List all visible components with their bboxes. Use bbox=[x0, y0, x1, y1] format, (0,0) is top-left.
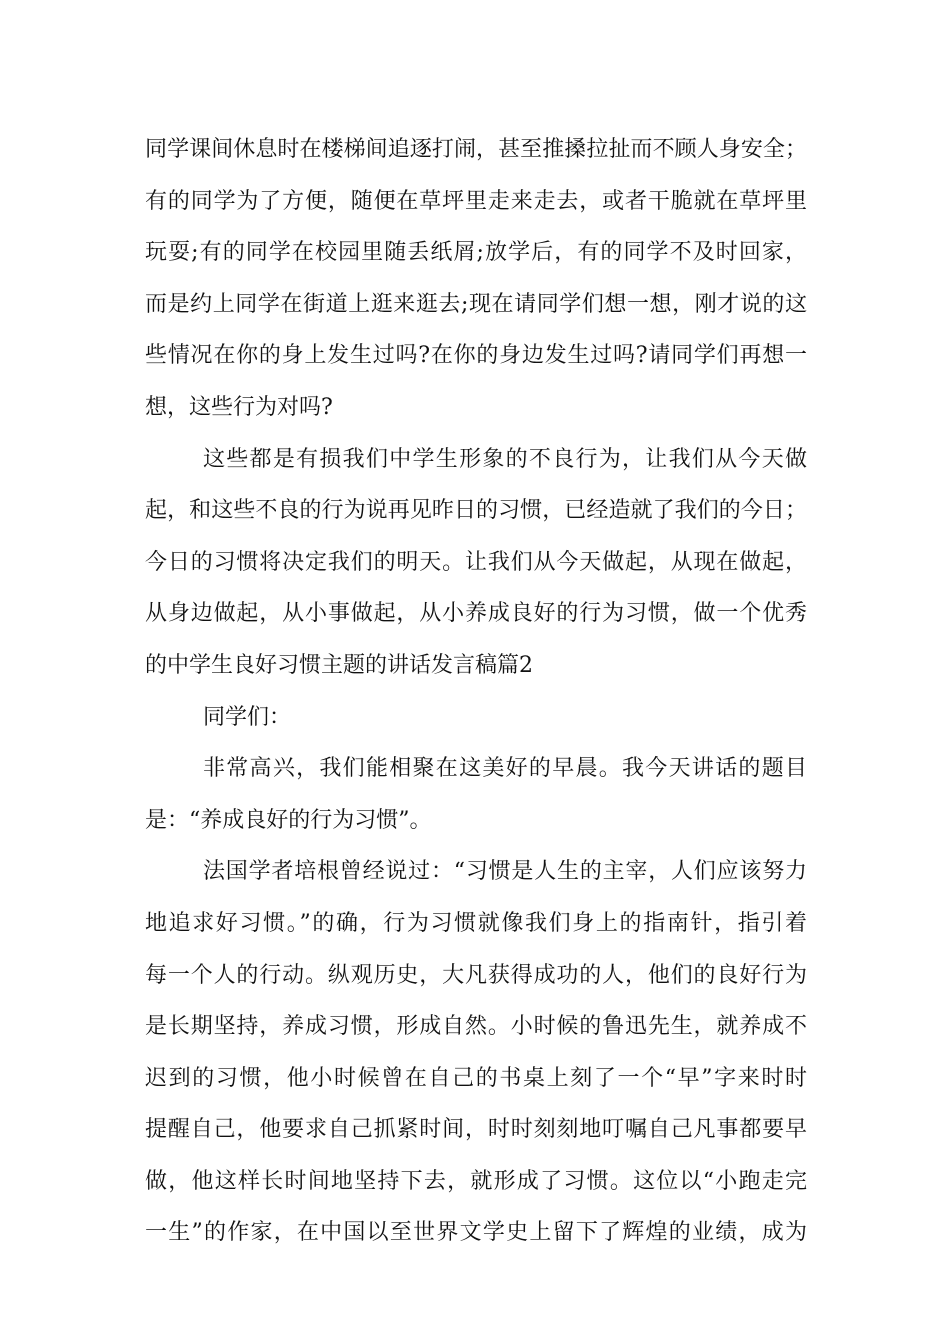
salutation: 同学们： bbox=[203, 704, 292, 730]
text-line: 地追求好习惯。”的确，行为习惯就像我们身上的指南针，指引着 bbox=[145, 910, 807, 936]
text-line: 想，这些行为对吗? bbox=[145, 394, 333, 420]
text-line: 从身边做起，从小事做起，从小养成良好的行为习惯，做一个优秀 bbox=[145, 601, 807, 627]
text-line: 今日的习惯将决定我们的明天。让我们从今天做起，从现在做起， bbox=[145, 549, 807, 575]
text-line: 做，他这样长时间地坚持下去，就形成了习惯。这位以“小跑走完 bbox=[145, 1168, 807, 1194]
text-line: 玩耍;有的同学在校园里随丢纸屑;放学后，有的同学不及时回家， bbox=[145, 240, 807, 266]
body-text bbox=[145, 124, 807, 1259]
text-line: 是长期坚持，养成习惯，形成自然。小时候的鲁迅先生，就养成不 bbox=[145, 1014, 807, 1040]
text-line: 提醒自己，他要求自己抓紧时间，时时刻刻地叮嘱自己凡事都要早 bbox=[145, 1117, 807, 1143]
text-line: 一生”的作家，在中国以至世界文学史上留下了辉煌的业绩，成为 bbox=[145, 1220, 807, 1246]
text-line: 起，和这些不良的行为说再见昨日的习惯，已经造就了我们的今日； bbox=[145, 498, 807, 524]
text-line: 的中学生良好习惯主题的讲话发言稿篇2 bbox=[145, 652, 533, 678]
text-line: 些情况在你的身上发生过吗?在你的身边发生过吗?请同学们再想一 bbox=[145, 343, 807, 369]
text-line: 是：“养成良好的行为习惯”。 bbox=[145, 807, 432, 833]
text-line: 这些都是有损我们中学生形象的不良行为，让我们从今天做 bbox=[203, 446, 807, 472]
text-line: 非常高兴，我们能相聚在这美好的早晨。我今天讲话的题目 bbox=[203, 756, 807, 782]
text-line: 同学课间休息时在楼梯间追逐打闹，甚至推搡拉扯而不顾人身安全； bbox=[145, 137, 807, 162]
text-line: 而是约上同学在街道上逛来逛去;现在请同学们想一想，刚才说的这 bbox=[145, 291, 807, 317]
text-line: 每一个人的行动。纵观历史，大凡获得成功的人，他们的良好行为 bbox=[145, 962, 807, 988]
text-line: 法国学者培根曾经说过：“习惯是人生的主宰，人们应该努力 bbox=[203, 859, 807, 885]
text-line: 迟到的习惯，他小时候曾在自己的书桌上刻了一个“早”字来时时 bbox=[145, 1065, 807, 1091]
text-line: 有的同学为了方便，随便在草坪里走来走去，或者干脆就在草坪里 bbox=[145, 188, 807, 214]
